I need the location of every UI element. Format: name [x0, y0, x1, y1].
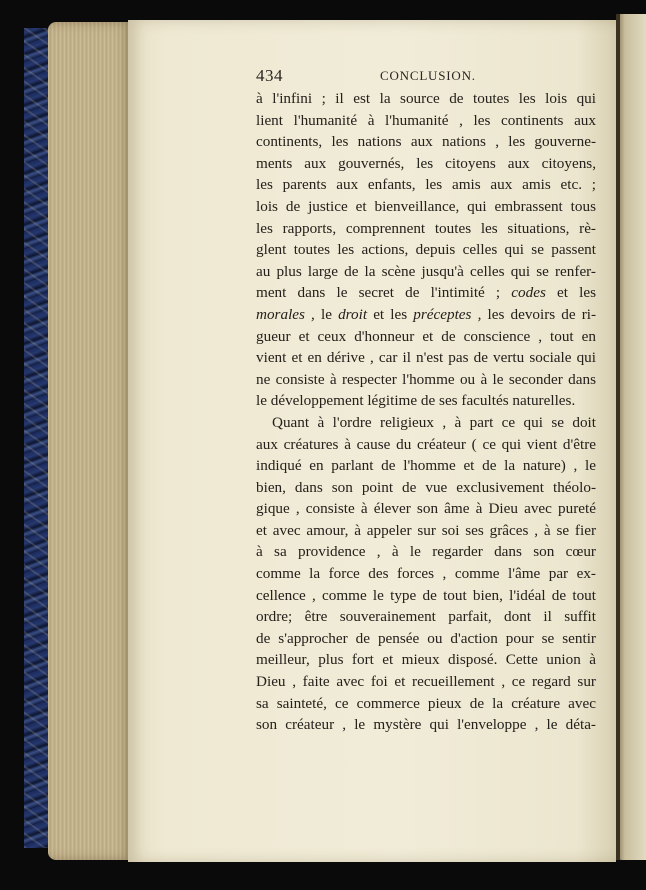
marbled-cover: [24, 28, 50, 848]
text-line: les parents aux enfants, les amis aux amis etc. ;: [256, 176, 596, 194]
text-line: comme la force des forces , comme l'âme par ex-: [256, 565, 596, 583]
text-line: son créateur , le mystère qui l'enveloppe , le déta-: [256, 716, 596, 734]
page-edges: [48, 22, 132, 860]
text-line: aux créatures à cause du créateur ( ce qui vient d'être: [256, 435, 596, 453]
text-line: bien, dans son point de vue exclusivement théolo-: [256, 478, 596, 496]
text-line: vient et en dérive , car il n'est pas de vertu sociale qui: [256, 349, 596, 367]
text-line: Quant à l'ordre religieux , à part ce qui se doit: [272, 413, 596, 431]
text-line: sa sainteté, ce commerce pieux de la créature avec: [256, 694, 596, 712]
running-head: CONCLUSION.: [380, 68, 476, 83]
text-line: meilleur, plus fort et mieux disposé. Cette union à: [256, 651, 596, 669]
text-line: à sa providence , à le regarder dans son cœur: [256, 543, 596, 561]
text-line: lient l'humanité à l'humanité , les continents aux: [256, 111, 596, 129]
text-line: gueur et ceux d'honneur et de conscience , tout en: [256, 327, 596, 345]
facing-page-edge: [616, 14, 646, 860]
text-line: et avec amour, à appeler sur soi ses grâces , à se fier: [256, 521, 596, 539]
text-line: ments aux gouvernés, les citoyens aux citoyens,: [256, 154, 596, 172]
text-line: au plus large de la scène jusqu'à celles qui se renfer-: [256, 262, 596, 280]
text-line: ordre; être souverainement parfait, dont il suffit: [256, 608, 596, 626]
page-header: [256, 66, 592, 86]
text-line: glent toutes les actions, depuis celles qui se passent: [256, 241, 596, 259]
text-line: morales , le droit et les préceptes , les devoirs de ri-: [256, 305, 596, 323]
text-line: gique , consiste à élever son âme à Dieu avec pureté: [256, 500, 596, 518]
text-line: indiqué en parlant de l'homme et de la nature) , le: [256, 457, 596, 475]
text-line: continents, les nations aux nations , les gouverne-: [256, 133, 596, 151]
text-line: à l'infini ; il est la source de toutes les lois qui: [256, 90, 596, 107]
text-line: le développement légitime de ses facultés naturelles.: [256, 392, 576, 410]
text-line: lois de justice et bienveillance, qui embrassent tous: [256, 197, 596, 215]
text-line: de s'approcher de pensée ou d'action pour se sentir: [256, 629, 596, 647]
text-line: cellence , comme le type de tout bien, l'idéal de tout: [256, 586, 596, 604]
text-line: ne consiste à respecter l'homme ou à le seconder dans: [256, 370, 596, 388]
text-line: ment dans le secret de l'intimité ; codes et les: [256, 284, 596, 302]
body-text: [256, 88, 596, 736]
text-line: Dieu , faite avec foi et recueillement , ce regard sur: [256, 673, 596, 691]
text-line: les rapports, comprennent toutes les situations, rè-: [256, 219, 596, 237]
page-number: 434: [256, 66, 283, 85]
